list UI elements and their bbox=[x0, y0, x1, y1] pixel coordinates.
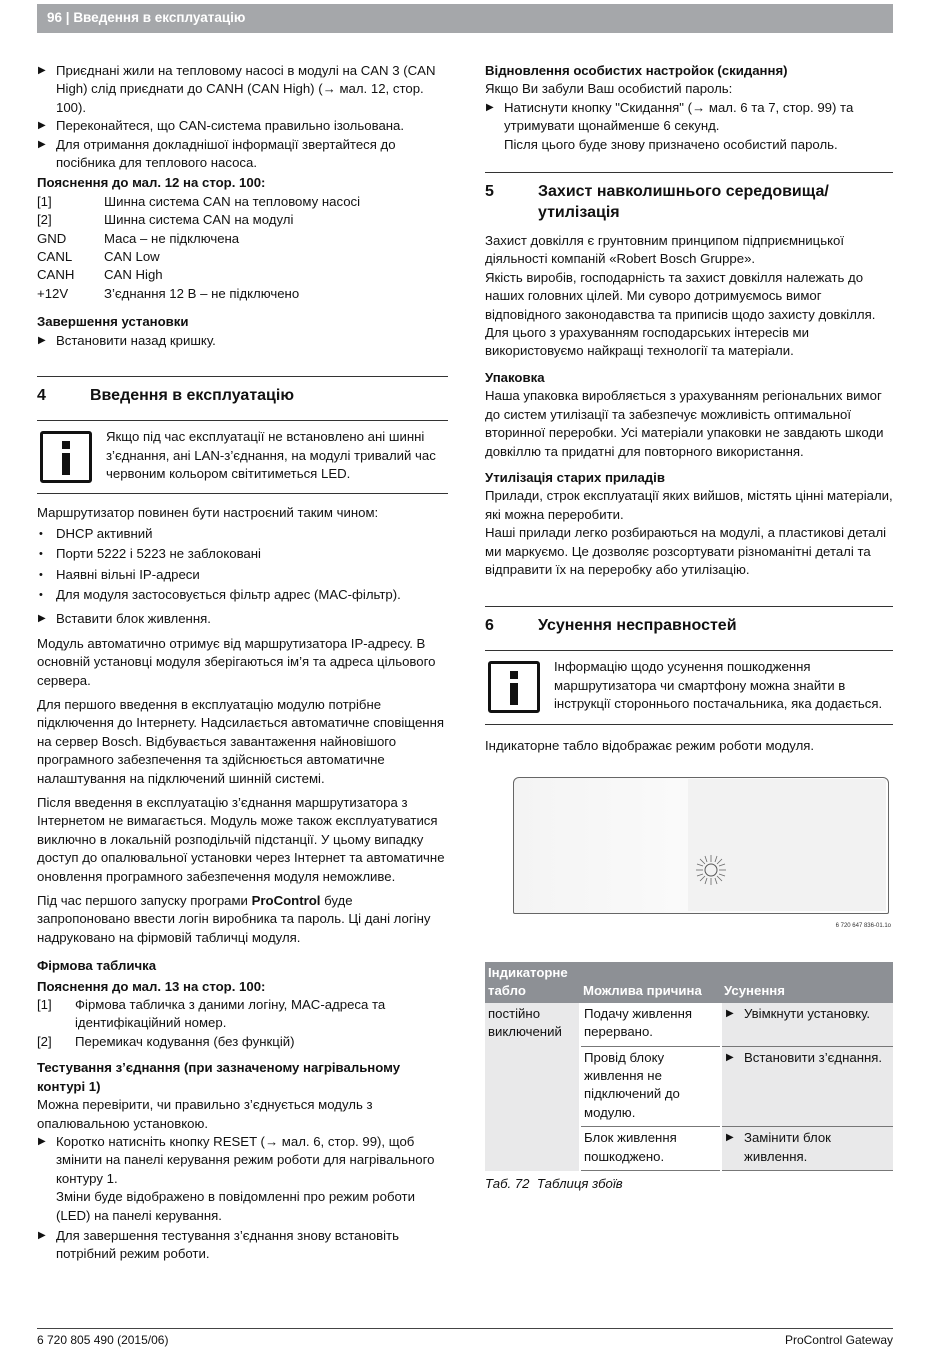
table-cell-cause: Блок живлення пошкоджено. bbox=[580, 1127, 721, 1171]
page-number: 96 bbox=[47, 10, 63, 25]
table-header-row bbox=[485, 962, 893, 1003]
footer-doc-number: 6 720 805 490 (2015/06) bbox=[37, 1333, 169, 1347]
router-intro: Маршрутизатор повинен бути настроєний таким чином: bbox=[37, 505, 379, 521]
legend-row bbox=[37, 1033, 448, 1051]
table-header: Можлива причина bbox=[580, 962, 721, 1003]
legend-key: [1] bbox=[37, 193, 52, 209]
table-header: Індикаторне табло bbox=[485, 962, 580, 1003]
bullet-item: ▶ Натиснути кнопку "Скидання" (→ мал. 6 та 7, стор. 99) та утримувати щонайменше 6 секунд. bbox=[485, 99, 893, 136]
paragraph: Захист довкілля є грунтовним принципом підприємницької діяльності компаній «Robert Bosch Gruppe». bbox=[485, 233, 845, 267]
module-panel bbox=[513, 777, 889, 914]
paragraph: Якість виробів, господарність та захист довкілля належать до наших головних цілей. Ми суворо дотримуємось вимог відповідного законодавства та приписів щодо захисту довкілля. bbox=[485, 269, 876, 322]
legend-key: [2] bbox=[37, 212, 52, 228]
fix-text: ▶ Замінити блок живлення. bbox=[725, 1129, 890, 1166]
legend-value: З’єднання 12 В – не підключено bbox=[104, 285, 300, 301]
caption-text: Таблиця збоїв bbox=[536, 1176, 623, 1192]
paragraph: Для цього з урахуванням господарських інтересів ми використовуємо найкращі технології та матеріали. bbox=[485, 325, 809, 359]
pack-title: Упаковка bbox=[485, 369, 545, 385]
table-cell-cause: Подачу живлення перервано. bbox=[580, 1003, 721, 1046]
fault-table bbox=[485, 962, 893, 1171]
paragraph: Прилади, строк експлуатації яких вийшов, містять цінні матеріали, які можна переробити. bbox=[485, 488, 893, 522]
paragraph: Модуль автоматично отримує від маршрутизатора IP-адресу. В основній установці модуля зберігаються ім’я та адреса цільового сервера. bbox=[37, 635, 436, 688]
section-number: 4 bbox=[37, 387, 46, 405]
legend-row bbox=[37, 211, 448, 229]
info-icon bbox=[488, 661, 540, 713]
table-cell-cause: Провід блоку живлення не підключений до модулю. bbox=[580, 1046, 721, 1127]
para-text: Під час першого запуску програми bbox=[37, 893, 252, 909]
legend-row bbox=[37, 996, 448, 1033]
section-title: Введення в експлуатацію bbox=[90, 387, 294, 405]
paragraph: Для першого введення в експлуатацію модулю потрібне підключення до Інтернету. Надсилається автоматичне сповіщення на сервер Bosch. Відбувається завантаження найновішого програмного забезпечення та здійснюється автоматичне налаштування на підключений шинній системі. bbox=[37, 696, 444, 786]
left-column bbox=[37, 62, 448, 1264]
table-header: Усунення bbox=[721, 962, 893, 1003]
bullet-item: ▶ Вставити блок живлення. bbox=[37, 610, 448, 628]
legend-key: CANH bbox=[37, 267, 75, 283]
bullet-continuation: Зміни буде відображено в повідомленні про режим роботи (LED) на панелі керування. bbox=[56, 1189, 415, 1223]
section-title: Захист навколишнього середовища/ утилізація bbox=[538, 183, 829, 222]
para-text: буде запропоновано ввести логін виробника та пароль. Ці дані логіну надруковано на фірмовій табличці модуля. bbox=[37, 893, 431, 945]
bullet-item: ▶ Приєднані жили на тепловому насосі в модулі на CAN 3 (CAN High) слід приєднати до CANH (CAN High) (→ мал. 12, стор. 100). bbox=[37, 62, 448, 117]
section-6-heading bbox=[485, 606, 893, 636]
header-title: Введення в експлуатацію bbox=[73, 10, 246, 25]
table-cell-status: постійно виключений bbox=[485, 1003, 580, 1171]
old-devices-title: Утилізація старих приладів bbox=[485, 469, 665, 485]
paragraph: Наша упаковка виробляється з урахуванням регіональних вимог до систем утилізації та забезпечує можливість оптимальної вторинної переробки. Усі матеріали упаковки не завдають шкоди довкіллю та придатні для повторного використання. bbox=[485, 388, 884, 459]
legend-key: GND bbox=[37, 230, 67, 246]
page-header: 96 | Введення в експлуатацію bbox=[37, 4, 893, 33]
fix-text: ▶ Встановити з’єднання. bbox=[725, 1049, 890, 1067]
info-box bbox=[485, 650, 893, 724]
bullet-item: ▶ Коротко натисніть кнопку RESET (→ мал. 6, стор. 99), щоб змінити на панелі керування режим роботи для нагрівального контуру 1. bbox=[37, 1133, 448, 1188]
legend-key: CANL bbox=[37, 249, 73, 265]
bullet-item: ▶ Переконайтеся, що CAN-система правильно ізольована. bbox=[37, 117, 448, 135]
indicator-text: Індикаторне табло відображає режим роботи модуля. bbox=[485, 737, 815, 753]
legend-row bbox=[37, 193, 448, 211]
legend-value: Шинна система CAN на модулі bbox=[104, 212, 294, 228]
reset-intro: Якщо Ви забули Ваш особистий пароль: bbox=[485, 81, 733, 97]
table-cell-fix bbox=[721, 1046, 893, 1127]
router-item: • DHCP активний bbox=[37, 525, 448, 543]
footer-rule bbox=[37, 1328, 893, 1329]
table-caption bbox=[485, 1175, 893, 1193]
info-text: Якщо під час експлуатації не встановлено ані шинні з’єднання, ані LAN-з’єднання, на модулі тривалий час червоним кольором світитиметься LED. bbox=[106, 429, 436, 481]
info-box bbox=[37, 420, 448, 494]
bullet-item: ▶ Встановити назад кришку. bbox=[37, 332, 448, 350]
legend-row bbox=[37, 230, 448, 248]
figure-code: 6 720 647 836-01.1o bbox=[835, 922, 891, 929]
section-number: 5 bbox=[485, 183, 494, 201]
legend-row bbox=[37, 285, 448, 303]
legend-value: Перемикач кодування (без функцій) bbox=[75, 1033, 295, 1049]
legend-row bbox=[37, 266, 448, 284]
legend-key: +12V bbox=[37, 285, 69, 301]
legend-value: Маса – не підключена bbox=[104, 230, 240, 246]
bullet-item: ▶ Для отримання докладнішої інформації звертайтеся до посібника для теплового насоса. bbox=[37, 136, 448, 173]
footer-product: ProControl Gateway bbox=[784, 1333, 893, 1347]
info-icon bbox=[40, 431, 92, 483]
module-figure bbox=[485, 767, 893, 929]
section-5-heading bbox=[485, 172, 893, 223]
fix-text: ▶ Увімкнути установку. bbox=[725, 1005, 890, 1023]
table-row bbox=[485, 1003, 893, 1046]
legend-value: Шинна система CAN на тепловому насосі bbox=[104, 193, 361, 209]
router-item: • Для модуля застосовується фільтр адрес (MAC-фільтр). bbox=[37, 586, 448, 604]
legend-value: CAN High bbox=[104, 267, 163, 283]
app-name: ProControl bbox=[251, 893, 321, 909]
led-icon bbox=[694, 853, 728, 887]
legend-value: CAN Low bbox=[104, 249, 160, 265]
legend-row bbox=[37, 248, 448, 266]
paragraph bbox=[37, 892, 448, 947]
legend-key: [1] bbox=[37, 997, 52, 1013]
paragraph: Після введення в експлуатацію з’єднання маршрутизатора з Інтернетом не вимагається. Модуль може також експлуатуватися виключно в локальній розподільчій підстанції. У цьому випадку доступ до опалювальної установки через Інтернет та автоматичне оновлення програмного забезпечення модуля неможливе. bbox=[37, 795, 445, 884]
finish-title: Завершення установки bbox=[37, 314, 189, 330]
plate-title: Фірмова табличка bbox=[37, 958, 157, 974]
info-text: Інформацію щодо усунення пошкодження маршрутизатора чи смартфону можна знайти в інструкції стороннього постачальника, яка додається. bbox=[554, 659, 883, 712]
legend-value: Фірмова табличка з даними логіну, MAC-адреса та ідентифікаційний номер. bbox=[75, 997, 386, 1031]
section-title: Усунення несправностей bbox=[538, 617, 737, 635]
router-item: • Наявні вільні IP-адреси bbox=[37, 566, 448, 584]
bullet-item: ▶ Для завершення тестування з’єднання знову встановіть потрібний режим роботи. bbox=[37, 1227, 448, 1264]
test-intro: Можна перевірити, чи правильно з’єднується модуль з опалювальною установкою. bbox=[37, 1097, 373, 1131]
paragraph: Наші прилади легко розбираються на модулі, а пластикові деталі ми маркуємо. Це дозволяє розсортувати різноманітні деталі та відправити їх на переробку або утилізацію. bbox=[485, 525, 887, 577]
reset-title: Відновлення особистих настройок (скидання) bbox=[485, 63, 788, 78]
legend13-title: Пояснення до мал. 13 на стор. 100: bbox=[37, 978, 266, 994]
test-title: Тестування з’єднання (при зазначеному нагрівальному контурі 1) bbox=[37, 1060, 401, 1094]
caption-number: Таб. 72 bbox=[485, 1176, 530, 1192]
legend12-title: Пояснення до мал. 12 на стор. 100: bbox=[37, 175, 266, 191]
right-column bbox=[485, 62, 893, 1193]
section-4-heading bbox=[37, 376, 448, 406]
router-item: • Порти 5222 і 5223 не заблоковані bbox=[37, 545, 448, 563]
table-cell-fix bbox=[721, 1127, 893, 1171]
table-cell-fix bbox=[721, 1003, 893, 1046]
bullet-continuation: Після цього буде знову призначено особистий пароль. bbox=[504, 136, 838, 152]
section-number: 6 bbox=[485, 617, 494, 635]
legend-key: [2] bbox=[37, 1033, 52, 1049]
